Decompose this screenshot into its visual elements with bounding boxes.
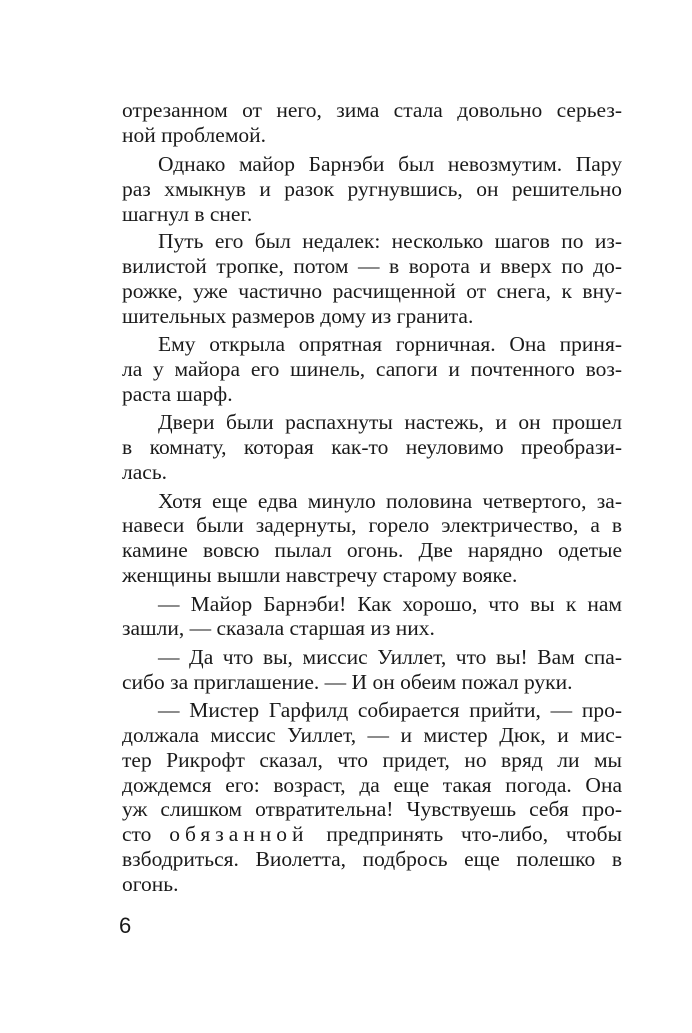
text-line: в комнату, которая как-то неуловимо преобрази- [122, 435, 622, 459]
text-line: ла у майора его шинель, сапоги и почтенного воз- [122, 357, 622, 381]
text-line: отрезанном от него, зима стала довольно серьез- [122, 98, 622, 122]
text-line: вилистой тропке, потом — в ворота и вверх по до- [122, 254, 622, 278]
text-line [122, 820, 622, 848]
text-line: — Да что вы, миссис Уиллет, что вы! Вам спа- [158, 645, 622, 669]
text-line: рожке, уже частично расчищенной от снега, к вну- [122, 279, 622, 303]
text-line: должала миссис Уиллет, — и мистер Дюк, и мис- [122, 723, 622, 747]
page-number: 6 [119, 913, 132, 938]
text-fragment: предпринять что-либо, чтобы [308, 822, 622, 846]
text-line: женщины вышли навстречу старому вояке. [122, 563, 518, 587]
text-line: Путь его был недалек: несколько шагов по из- [158, 229, 622, 253]
text-line: Ему открыла опрятная горничная. Она приня- [158, 332, 622, 356]
text-line: шагнул в снег. [122, 202, 253, 226]
text-line: огонь. [122, 872, 179, 896]
text-line: камине вовсю пылал огонь. Две нарядно одетые [122, 538, 622, 562]
text-line: сибо за приглашение. — И он обеим пожал руки. [122, 670, 573, 694]
text-line: навеси были задернуты, горело электричество, а в [122, 513, 622, 537]
text-line: — Мистер Гарфилд собирается прийти, — про- [158, 698, 622, 722]
text-line: тер Рикрофт сказал, что придет, но вряд ли мы [122, 748, 622, 772]
text-fragment: сто [122, 822, 170, 846]
text-line: взбодриться. Виолетта, подбрось еще полешко в [122, 847, 622, 871]
text-line: шительных размеров дому из гранита. [122, 304, 474, 328]
text-line: — Майор Барнэби! Как хорошо, что вы к нам [158, 592, 622, 616]
text-line: лась. [122, 460, 167, 484]
text-line: дождемся его: возраст, да еще такая погода. Она [122, 773, 622, 797]
text-line: зашли, — сказала старшая из них. [122, 616, 435, 640]
text-line: Однако майор Барнэби был невозмутим. Пару [158, 152, 622, 176]
text-line: уж слишком отвратительна! Чувствуешь себя про- [122, 797, 622, 821]
text-line: раста шарф. [122, 382, 233, 406]
text-line: раз хмыкнув и разок ругнувшись, он решительно [122, 177, 622, 201]
text-line: Хотя еще едва минуло половина четвертого, за- [158, 489, 622, 513]
text-line: Двери были распахнуты настежь, и он прошел [158, 410, 622, 434]
spaced-emphasis: обязанной [169, 822, 309, 846]
text-line: ной проблемой. [122, 123, 267, 147]
